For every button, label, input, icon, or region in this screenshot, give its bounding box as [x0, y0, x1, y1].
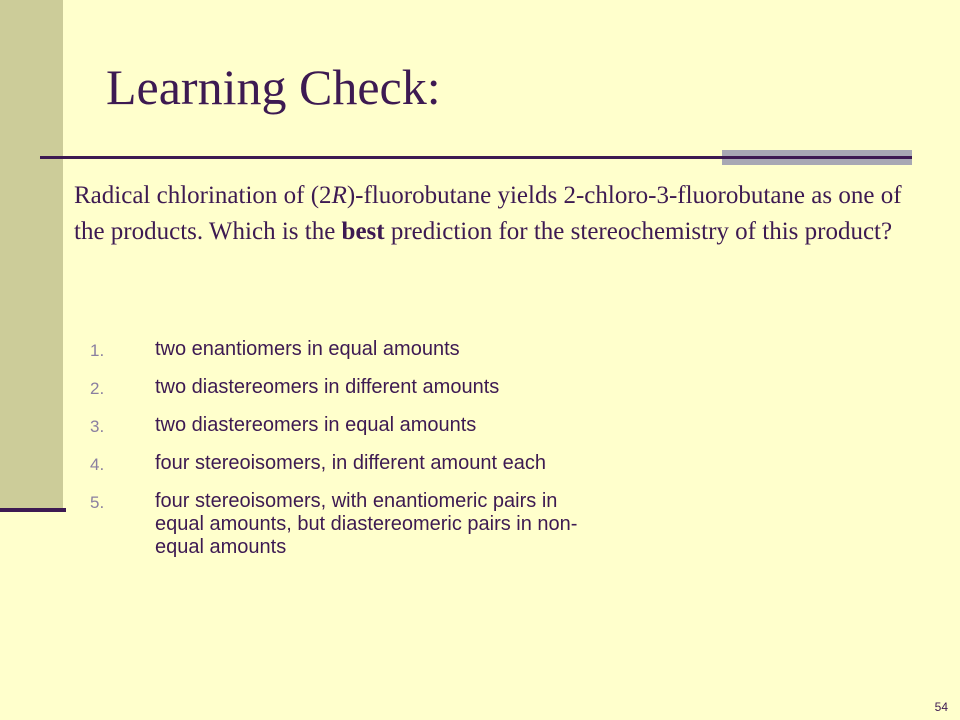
question-part-5: prediction for the stereochemistry of this product?	[384, 218, 893, 245]
option-number: 3.	[90, 417, 105, 436]
option-text: four stereoisomers, in different amount each	[155, 452, 546, 474]
left-accent-tick	[0, 508, 66, 512]
page-number: 54	[934, 700, 948, 714]
option-number: 5.	[90, 493, 105, 512]
question-italic-r: R	[331, 182, 347, 209]
option-text: two diastereomers in different amounts	[155, 376, 500, 398]
answer-option-4[interactable]	[90, 452, 710, 475]
option-number: 2.	[90, 379, 105, 398]
left-accent-bar	[0, 0, 63, 512]
option-number: 4.	[90, 455, 105, 474]
option-text: two enantiomers in equal amounts	[155, 338, 460, 360]
title-rule	[40, 156, 912, 159]
question-bold-best: best	[341, 218, 385, 245]
answer-option-2[interactable]	[90, 376, 710, 399]
answer-options-list	[90, 338, 710, 574]
answer-option-1[interactable]	[90, 338, 710, 361]
option-text: four stereoisomers, with enantiomeric pairs in equal amounts, but diastereomeric pairs in non-equal amounts	[155, 490, 578, 558]
answer-option-3[interactable]	[90, 414, 710, 437]
question-text	[74, 178, 924, 250]
option-text: two diastereomers in equal amounts	[155, 414, 477, 436]
question-part-1: Radical chlorination of (2	[74, 182, 332, 209]
answer-option-5[interactable]	[90, 490, 595, 559]
option-number: 1.	[90, 341, 105, 360]
question-part-3: )-fluorobutane yields 2-chloro-3-fluorobutane as one of the products. Which is the	[74, 182, 902, 245]
slide-title: Learning Check:	[106, 59, 441, 115]
